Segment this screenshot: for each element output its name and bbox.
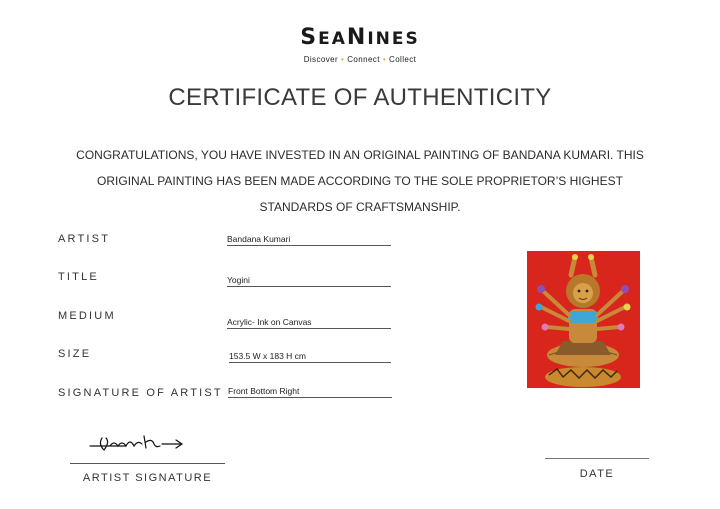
tagline-dot: •: [341, 55, 345, 64]
size-label: SIZE: [58, 348, 92, 360]
signature-of-artist-value: Front Bottom Right: [228, 386, 392, 398]
date-line: [545, 458, 649, 459]
intro-line: STANDARDS OF CRAFTSMANSHIP.: [259, 200, 461, 214]
tagline-word: Connect: [347, 55, 380, 64]
title-value: Yogini: [227, 275, 391, 287]
title-label: TITLE: [58, 271, 99, 283]
date-label: DATE: [579, 468, 615, 480]
medium-value: Acrylic- Ink on Canvas: [227, 317, 391, 329]
certificate-intro: [60, 142, 660, 220]
intro-line: CONGRATULATIONS, YOU HAVE INVESTED IN AN ORIGINAL PAINTING OF BANDANA KUMARI. THIS: [76, 148, 644, 162]
brand-name: SEANINES: [300, 25, 420, 50]
intro-line: ORIGINAL PAINTING HAS BEEN MADE ACCORDING TO THE SOLE PROPRIETOR’S HIGHEST: [97, 174, 623, 188]
brand-tagline: [0, 55, 720, 64]
artist-label: ARTIST: [58, 233, 111, 245]
signature-of-artist-label: SIGNATURE OF ARTIST: [58, 387, 223, 399]
medium-label: MEDIUM: [58, 310, 116, 322]
yogini-painting: [527, 251, 640, 388]
tagline-word: Collect: [389, 55, 417, 64]
size-value: 153.5 W x 183 H cm: [229, 351, 391, 363]
signature-line: [70, 463, 225, 464]
brand-logo: [0, 26, 720, 64]
tagline-dot: •: [382, 55, 387, 64]
artwork-image: [527, 251, 640, 388]
tagline-word: Discover: [303, 55, 339, 64]
handwritten-signature: [88, 432, 188, 454]
certificate-title: CERTIFICATE OF AUTHENTICITY: [168, 84, 552, 111]
artist-value: Bandana Kumari: [227, 234, 391, 246]
artist-signature-label: ARTIST SIGNATURE: [82, 472, 213, 484]
